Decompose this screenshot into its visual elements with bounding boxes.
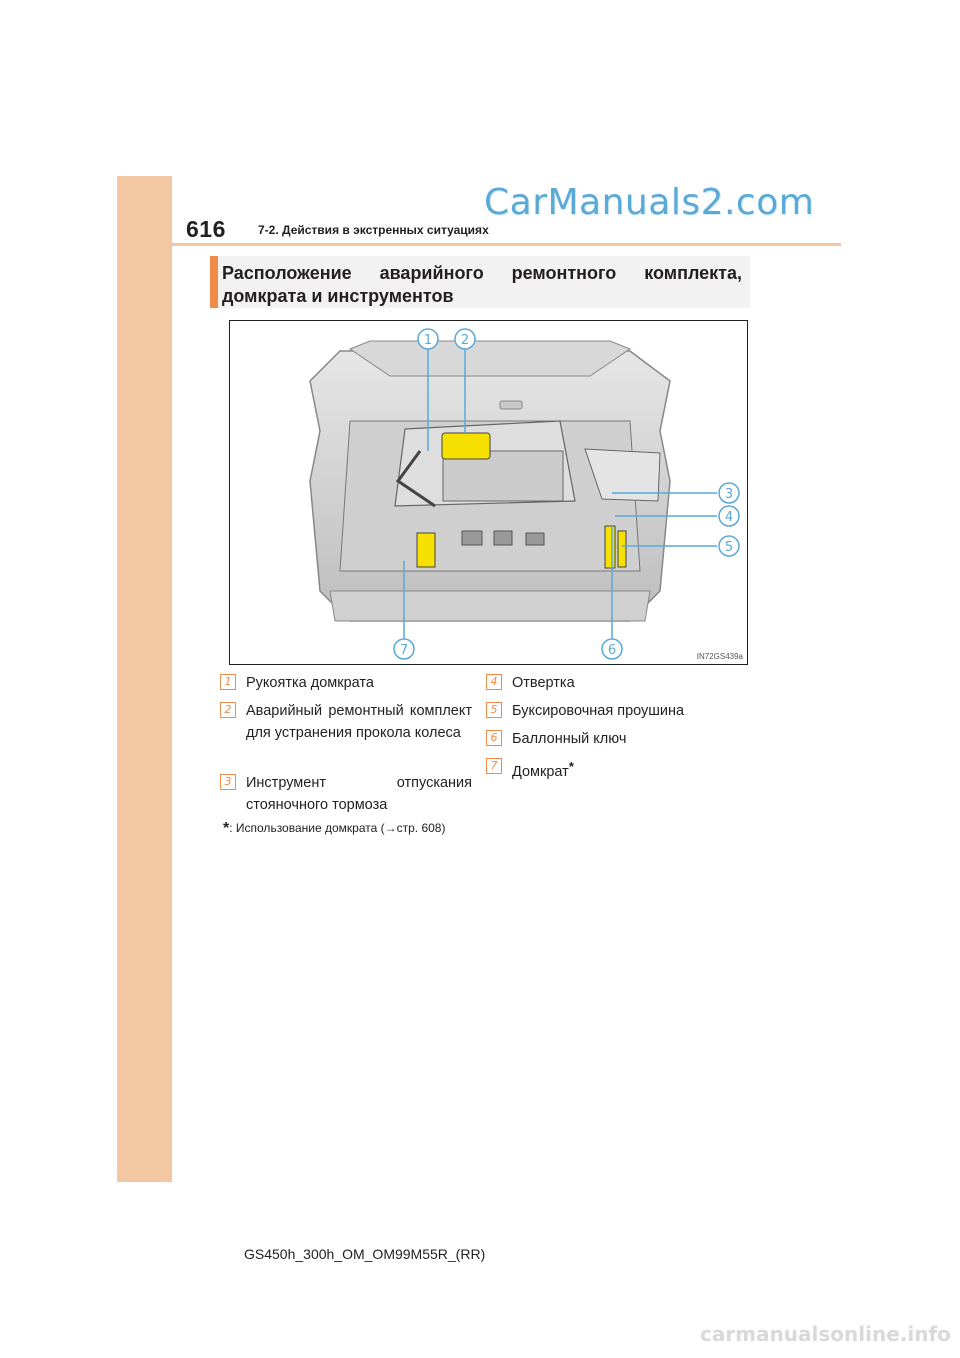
figure-code: IN72GS439a xyxy=(696,652,743,661)
legend-text-7: Домкрат xyxy=(512,764,569,780)
heading-text: Расположение аварийного ремонтного комплекта, домкрата и инструментов xyxy=(222,263,742,306)
site-footer: carmanualsonline.info xyxy=(700,1322,951,1346)
legend-text-2: Аварийный ремонтный комплект для устранения прокола колеса xyxy=(246,703,472,741)
legend-number-7: 7 xyxy=(486,758,502,774)
section-heading xyxy=(210,256,750,308)
legend-star-7: * xyxy=(568,759,574,774)
callout-label-3: 3 xyxy=(724,487,734,502)
legend-text-7-wrap xyxy=(512,756,746,783)
legend-text-1: Рукоятка домкрата xyxy=(246,675,374,691)
legend-number-1: 1 xyxy=(220,674,236,690)
legend-number-5: 5 xyxy=(486,702,502,718)
callout-label-4: 4 xyxy=(724,510,734,525)
legend-number-3: 3 xyxy=(220,774,236,790)
callout-label-1: 1 xyxy=(423,333,433,348)
page-number: 616 xyxy=(186,216,226,242)
section-title: 7-2. Действия в экстренных ситуациях xyxy=(258,223,489,237)
legend-text-5: Буксировочная проушина xyxy=(512,703,685,719)
legend-number-6: 6 xyxy=(486,730,502,746)
callout-label-5: 5 xyxy=(724,540,734,555)
legend-right xyxy=(486,672,746,792)
header-rule xyxy=(172,243,841,246)
document-code: GS450h_300h_OM_OM99M55R_(RR) xyxy=(244,1246,486,1262)
trunk-illustration xyxy=(229,320,748,665)
footnote xyxy=(223,820,445,838)
callout-label-6: 6 xyxy=(607,643,617,658)
heading-accent-bar xyxy=(210,256,218,308)
callout-label-7: 7 xyxy=(399,643,409,658)
callout-label-2: 2 xyxy=(460,333,470,348)
legend-text-6: Баллонный ключ xyxy=(512,731,627,747)
trunk-drawing xyxy=(230,321,747,664)
legend-number-4: 4 xyxy=(486,674,502,690)
sidebar-tab xyxy=(117,176,172,1182)
watermark: CarManuals2.com xyxy=(484,182,815,223)
legend-text-4: Отвертка xyxy=(512,675,575,691)
footnote-star: * xyxy=(223,820,230,837)
legend-text-3: Инструмент отпускания стояночного тормоза xyxy=(246,775,472,813)
legend-left xyxy=(220,672,472,822)
footnote-text: : Использование домкрата (→стр. 608) xyxy=(229,821,446,835)
legend-number-2: 2 xyxy=(220,702,236,718)
